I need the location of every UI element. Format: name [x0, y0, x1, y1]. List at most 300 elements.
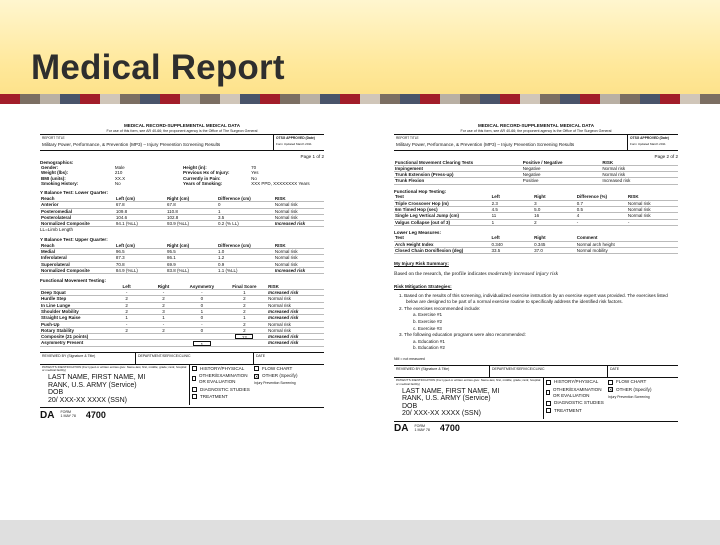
column-header: Difference (cm)	[216, 243, 273, 249]
table-cell: 110.8	[165, 208, 216, 214]
table-cell: Normalized Composite	[40, 267, 114, 273]
table-cell: Normal risk	[267, 302, 324, 308]
review-box	[40, 352, 324, 365]
checkbox-history[interactable]	[192, 366, 197, 371]
table-cell: Smoking History:	[41, 181, 79, 187]
table-cell: Anterior	[40, 202, 114, 208]
check-label-flow-chart: FLOW CHART	[262, 365, 293, 371]
page-number: Page 2 of 2	[654, 154, 678, 159]
stripe-segment	[560, 94, 580, 104]
table-cell: 5.0	[533, 206, 576, 212]
table-cell: 1	[491, 219, 534, 225]
table-cell: In Line Lunge	[40, 302, 108, 308]
table-cell: Increased risk	[601, 178, 678, 184]
medical-form-page-1	[40, 123, 324, 499]
form-subheading: For use of this form, see AR 40-66; the proponent agency is the Office of The Surgeon General	[460, 128, 612, 133]
column-header: RISK	[273, 196, 324, 202]
table-cell: -	[182, 290, 222, 296]
table-cell: 86.1	[165, 255, 216, 261]
table-cell: 2	[108, 302, 145, 308]
column-header: Left	[108, 284, 145, 290]
lower-leg-table	[394, 235, 678, 254]
column-header: Asymmetry	[182, 284, 222, 290]
stripe-segment	[60, 94, 80, 104]
stripe-segment	[380, 94, 400, 104]
stripe-segment	[640, 94, 660, 104]
column-header: Right (cm)	[165, 243, 216, 249]
checkbox-other-exam[interactable]	[546, 390, 550, 395]
form-subheading: For use of this form, see AR 40-66; the proponent agency is the Office of The Surgeon General	[106, 128, 258, 133]
table-cell: Normal risk	[267, 321, 324, 327]
table-cell: 1	[108, 315, 145, 321]
table-cell: 2	[108, 327, 145, 333]
table-cell: -	[627, 219, 678, 225]
table-cell: 96.5	[114, 248, 165, 254]
table-cell: 16	[533, 213, 576, 219]
checkbox-diagnostic[interactable]	[546, 401, 551, 406]
decorative-stripe	[0, 94, 720, 104]
check-label-other-specify: OTHER (Specify)	[616, 387, 652, 393]
checkbox-history[interactable]	[546, 380, 551, 385]
stripe-segment	[40, 94, 60, 104]
table-cell: 0.2 (% LL)	[216, 221, 273, 227]
education-item: b. Education #2	[413, 345, 445, 351]
date-label: DATE	[256, 353, 266, 358]
table-cell: Currently in Pain:	[182, 175, 221, 181]
table-cell: Posteromedial	[40, 208, 114, 214]
reviewed-by: REVIEWED BY (Signature & Title)	[394, 366, 490, 377]
table-cell: 67.8	[114, 202, 165, 208]
table-cell: Negative	[522, 165, 602, 171]
stripe-segment	[700, 94, 720, 104]
stripe-segment	[180, 94, 200, 104]
stripe-segment	[20, 94, 40, 104]
strategies-list	[394, 293, 678, 352]
exercise-item: a. Exercise #1	[413, 312, 443, 318]
table-cell: 4.5	[491, 206, 534, 212]
table-cell: -	[182, 321, 222, 327]
table-cell: Male	[114, 165, 125, 171]
summary-risk: moderately increased injury risk	[488, 270, 559, 277]
report-title: Military Power, Performance, & Prevention (MP3) – Injury Prevention Screening Results	[42, 141, 221, 147]
table-cell: 67.8	[165, 202, 216, 208]
table-row	[40, 340, 324, 346]
column-header: Test	[394, 194, 491, 200]
check-label-other-exam: OTHER/EXAMINATION OR EVALUATION	[552, 387, 602, 398]
table-cell: 2	[222, 308, 267, 314]
column-header: Difference (cm)	[216, 196, 273, 202]
table-cell: Push-Up	[40, 321, 108, 327]
table-cell: 2	[222, 327, 267, 333]
column-header: Left	[491, 194, 534, 200]
stripe-segment	[500, 94, 520, 104]
check-label-diagnostic: DIAGNOSTIC STUDIES	[554, 400, 604, 406]
patient-dob: DOB	[402, 402, 418, 410]
medical-form-page-2	[394, 123, 678, 501]
checkbox-flow-chart[interactable]	[254, 366, 259, 371]
column-header: Comment	[576, 235, 678, 241]
table-cell: 33.5	[491, 248, 534, 254]
table-row	[394, 219, 678, 225]
summary-title: My Injury Risk Summary:	[394, 261, 449, 267]
table-cell: -	[576, 219, 627, 225]
clearing-tests-table	[394, 160, 678, 185]
table-cell: Inferolateral	[40, 255, 114, 261]
table-cell: 1	[222, 315, 267, 321]
slide-title: Medical Report	[31, 48, 285, 87]
patient-name: LAST NAME, FIRST NAME, MI	[402, 387, 500, 395]
table-cell: Previous Hx of Injury:	[182, 170, 230, 176]
table-cell: -	[108, 321, 145, 327]
table-cell: 2	[222, 321, 267, 327]
table-cell: Increased risk	[267, 315, 324, 321]
table-cell: 70.8	[114, 261, 165, 267]
table-cell: Normal risk	[273, 208, 324, 214]
table-cell: Composite (21 points)	[40, 334, 108, 340]
stripe-segment	[100, 94, 120, 104]
department: DEPARTMENT/SERVICE/CLINIC	[136, 353, 254, 364]
table-cell: No	[114, 181, 121, 187]
table-cell: Normal risk	[627, 200, 678, 206]
stripe-segment	[140, 94, 160, 104]
column-header: RISK	[627, 194, 678, 200]
check-label-treatment: TREATMENT	[200, 394, 228, 400]
form-heading: MEDICAL RECORD-SUPPLEMENTAL MEDICAL DATA	[123, 123, 241, 128]
column-header: RISK	[267, 284, 324, 290]
demographics-table	[40, 165, 324, 186]
table-cell: Trunk Extension (Press-up)	[394, 172, 522, 178]
stripe-segment	[540, 94, 560, 104]
lower-leg-title: Lower Leg Measures:	[394, 229, 441, 235]
otsg-label: OTSG APPROVED (Date)	[630, 136, 669, 140]
table-cell: 11	[491, 213, 534, 219]
stripe-segment	[280, 94, 300, 104]
table-cell: Increased risk	[273, 267, 324, 273]
table-cell: -	[145, 321, 182, 327]
ybal-lower-title: Y Balance Test: Lower Quarter:	[40, 190, 108, 196]
table-cell: Increased risk	[273, 221, 324, 227]
table-cell: Weight (lbs):	[41, 170, 69, 176]
table-row	[40, 181, 324, 186]
table-cell: 2	[222, 302, 267, 308]
column-header: Left (cm)	[114, 196, 165, 202]
stripe-segment	[420, 94, 440, 104]
date-label: DATE	[610, 367, 620, 372]
table-cell: 2	[145, 327, 182, 333]
table-cell: 37.0	[533, 248, 576, 254]
patient-dob: DOB	[48, 389, 64, 397]
form-date: 1 MAY 78	[60, 414, 76, 419]
report-title-box	[394, 134, 678, 151]
table-cell: 102.8	[165, 214, 216, 220]
table-cell: Years of Smoking:	[182, 181, 223, 187]
stripe-segment	[520, 94, 540, 104]
table-cell: Normal risk	[273, 261, 324, 267]
form-number: 4700	[439, 423, 460, 434]
column-header: Positive / Negative	[522, 160, 602, 166]
check-label-flow-chart: FLOW CHART	[616, 379, 647, 385]
table-cell: 87.3	[114, 255, 165, 261]
table-cell: 104.6	[114, 214, 165, 220]
table-cell: Trunk Flexion	[394, 178, 522, 184]
reviewed-by: REVIEWED BY (Signature & Title)	[40, 353, 136, 364]
table-cell: Normal risk	[627, 206, 678, 212]
table-cell: 2	[145, 296, 182, 302]
form-footer	[40, 407, 324, 421]
table-cell: -	[145, 290, 182, 296]
table-cell: 2	[222, 296, 267, 302]
table-cell: Triple Crossover Hop (m)	[394, 200, 491, 206]
table-cell: Normal risk	[273, 202, 324, 208]
column-header: Right	[145, 284, 182, 290]
table-cell: Gender:	[41, 165, 59, 171]
strategy-3: 3. The following education programs were also recommended:	[399, 332, 526, 338]
footnote: NM = not measured	[394, 356, 425, 361]
patient-rank: RANK, U.S. ARMY (Service)	[402, 395, 491, 403]
check-label-diagnostic: DIAGNOSTIC STUDIES	[200, 386, 250, 392]
patient-name: LAST NAME, FIRST NAME, MI	[48, 373, 146, 381]
stripe-segment	[200, 94, 220, 104]
table-cell: 2	[533, 219, 576, 225]
da-label: DA	[394, 423, 409, 435]
table-cell: Closed Chain Dorsiflexion (deg)	[394, 248, 491, 254]
stripe-segment	[220, 94, 240, 104]
department: DEPARTMENT/SERVICE/CLINIC	[490, 366, 608, 377]
table-cell: Posterolateral	[40, 214, 114, 220]
form-heading: MEDICAL RECORD-SUPPLEMENTAL MEDICAL DATA	[477, 123, 595, 128]
hop-title: Functional Hop Testing:	[394, 188, 447, 194]
column-header: RISK	[601, 160, 678, 166]
patient-id-label: PATIENT'S IDENTIFICATION (For typed or written entries give: Name-last, first, middle; grade; rank; hospital or medical facility)	[42, 364, 187, 373]
table-cell: Normal risk	[601, 165, 678, 171]
column-header: Reach	[40, 243, 114, 249]
table-cell: Height (in):	[182, 165, 207, 171]
table-cell: XXX PPD, XXXXXXXX Years	[251, 181, 310, 187]
report-title: Military Power, Performance, & Prevention (MP3) – Injury Prevention Screening Results	[396, 141, 575, 147]
patient-ssn: 20/ XXX-XX XXXX (SSN)	[48, 396, 127, 404]
table-cell: 0.9	[216, 261, 273, 267]
table-cell	[108, 340, 145, 346]
checkbox-treatment[interactable]	[192, 394, 197, 399]
table-cell: Normal risk	[273, 255, 324, 261]
checkbox-other-specify[interactable]: ✕	[609, 387, 613, 393]
column-header: Test	[394, 235, 491, 241]
stripe-segment	[460, 94, 480, 104]
column-header: RISK	[273, 243, 324, 249]
table-cell: Straight Leg Raise	[40, 315, 108, 321]
stripe-segment	[120, 94, 140, 104]
fms-table	[40, 284, 324, 347]
table-cell: 3.5	[216, 214, 273, 220]
strategy-1: 1. Based on the results of this screening, individualized exercise instruction by an exercise expert was provided. The exercises listed below are designed to be part of a normal exercise routine to specifically address the identified risk factors.	[399, 292, 668, 305]
otsg-label: OTSG APPROVED (Date)	[276, 136, 315, 140]
ybal-upper-title: Y Balance Test: Upper Quarter:	[40, 237, 108, 243]
stripe-segment	[340, 94, 360, 104]
check-label-history: HISTORY/PHYSICAL	[200, 365, 245, 371]
table-row	[394, 178, 678, 184]
column-header: Right	[533, 235, 576, 241]
table-cell	[182, 340, 222, 346]
otsg-value: Form Updated March 2011	[276, 141, 312, 146]
table-cell: 70	[251, 165, 257, 171]
table-cell: Hurdle Step	[40, 296, 108, 302]
stripe-segment	[600, 94, 620, 104]
checkbox-treatment[interactable]	[546, 408, 551, 413]
stripe-segment	[480, 94, 500, 104]
table-cell: Rotary Stability	[40, 327, 108, 333]
table-cell: 69.9	[165, 261, 216, 267]
stripe-segment	[400, 94, 420, 104]
strategy-2: 2. The exercises recommended include:	[399, 305, 481, 311]
table-cell: Increased risk	[267, 340, 324, 346]
table-cell: Medial	[40, 248, 114, 254]
table-cell: 1.2	[216, 255, 273, 261]
stripe-segment	[620, 94, 640, 104]
fms-title: Functional Movement Testing:	[40, 278, 107, 284]
check-label-history: HISTORY/PHYSICAL	[554, 379, 599, 385]
report-title-label: REPORT TITLE	[396, 136, 419, 140]
strategies-title: Risk Mitigation Strategies:	[394, 283, 452, 289]
limb-length-note: LL=Limb Length	[40, 227, 74, 233]
column-header: Right	[533, 194, 576, 200]
checkbox-other-specify[interactable]: ✕	[255, 373, 259, 379]
table-cell: Normal risk	[273, 248, 324, 254]
stripe-segment	[360, 94, 380, 104]
patient-ssn: 20/ XXX-XX XXXX (SSN)	[402, 410, 481, 418]
column-header: Difference (%)	[576, 194, 627, 200]
table-cell: 0	[182, 302, 222, 308]
table-cell: 94.1 (%LL)	[114, 221, 165, 227]
table-cell: 0.7	[576, 200, 627, 206]
table-row	[40, 221, 324, 227]
slide-footer-bar	[0, 520, 720, 545]
ybal-lower-table	[40, 196, 324, 227]
table-row	[394, 200, 678, 206]
form-label: FORM	[414, 424, 426, 429]
table-cell: 0	[216, 202, 273, 208]
slide-header	[0, 0, 720, 94]
table-cell: 2	[145, 302, 182, 308]
table-cell: Impingement	[394, 165, 522, 171]
table-cell: Shoulder Mobility	[40, 308, 108, 314]
checkbox-diagnostic[interactable]	[192, 387, 197, 392]
table-cell: 109.8	[114, 208, 165, 214]
table-cell: Normal arch height	[576, 241, 678, 247]
table-row	[394, 206, 678, 212]
exercise-item: c. Exercise #3	[413, 325, 442, 331]
table-cell: Asymmetry Present	[40, 340, 108, 346]
stripe-segment	[240, 94, 260, 104]
table-cell: 0	[182, 296, 222, 302]
checkbox-flow-chart[interactable]	[608, 380, 613, 385]
check-label-other-specify: OTHER (Specify)	[262, 373, 298, 379]
stripe-segment	[300, 94, 320, 104]
column-header: Left	[491, 235, 534, 241]
report-title-label: REPORT TITLE	[42, 136, 65, 140]
check-label-treatment: TREATMENT	[554, 407, 582, 413]
hop-table	[394, 194, 678, 225]
table-cell: 1	[182, 308, 222, 314]
table-cell: 3	[533, 200, 576, 206]
table-cell: XX.X	[114, 175, 126, 181]
stripe-segment	[580, 94, 600, 104]
table-cell: 83.8 (%LL)	[165, 267, 216, 273]
table-cell: Increased risk	[267, 308, 324, 314]
table-cell: 2	[108, 296, 145, 302]
patient-rank: RANK, U.S. ARMY (Service)	[48, 381, 137, 389]
score-box: 1	[193, 341, 211, 346]
table-cell: 6m Timed Hop (sec)	[394, 206, 491, 212]
stripe-segment	[260, 94, 280, 104]
table-cell: Normal risk	[601, 172, 678, 178]
table-cell: Increased risk	[267, 334, 324, 340]
education-item: a. Education #1	[413, 338, 445, 344]
report-title-box	[40, 134, 324, 151]
summary-text-a: Based on the research, the profile indicates	[394, 270, 487, 277]
stripe-segment	[160, 94, 180, 104]
table-cell: BMI (units):	[41, 175, 66, 181]
table-cell: Deep Squat	[40, 290, 108, 296]
form-footer	[394, 421, 678, 435]
table-cell: Normal risk	[273, 214, 324, 220]
stripe-segment	[660, 94, 680, 104]
score-box: 12	[235, 334, 253, 339]
table-cell: Normal risk	[267, 296, 324, 302]
patient-id-label: PATIENT'S IDENTIFICATION (For typed or written entries give: Name-last, first, middle; grade; rank; hospital or medical facility)	[396, 378, 541, 387]
table-cell: 210	[114, 170, 123, 176]
table-cell: 95.5	[165, 248, 216, 254]
stripe-segment	[80, 94, 100, 104]
check-label-other-exam: OTHER/EXAMINATION OR EVALUATION	[198, 373, 248, 384]
form-number: 4700	[85, 409, 106, 420]
table-cell: -	[108, 290, 145, 296]
column-header: Functional Movement Clearing Tests	[394, 160, 522, 166]
table-cell: 93.9 (%LL)	[165, 221, 216, 227]
table-cell: 1	[145, 315, 182, 321]
table-cell: 1.1 (%LL)	[216, 267, 273, 273]
ybal-upper-table	[40, 243, 324, 274]
table-cell: 1	[222, 290, 267, 296]
other-specify-value: Injury Prevention Screening	[608, 394, 650, 399]
table-cell: 2.3	[491, 200, 534, 206]
review-box	[394, 365, 678, 378]
table-cell: Positive	[522, 178, 602, 184]
column-header: Right (cm)	[165, 196, 216, 202]
table-cell: 0.5	[576, 206, 627, 212]
table-cell: Normal risk	[627, 213, 678, 219]
table-cell: 3	[145, 308, 182, 314]
table-cell: 4	[576, 213, 627, 219]
stripe-segment	[440, 94, 460, 104]
table-cell: 0.340	[491, 241, 534, 247]
table-row	[394, 213, 678, 219]
table-cell: Valgus Collapse (out of 3)	[394, 219, 491, 225]
table-cell: Increased risk	[267, 290, 324, 296]
table-cell: Yes	[251, 170, 259, 176]
patient-box	[394, 378, 678, 419]
table-cell: 0	[182, 315, 222, 321]
checkbox-other-exam[interactable]	[192, 376, 196, 381]
stripe-segment	[320, 94, 340, 104]
stripe-segment	[0, 94, 20, 104]
other-specify-value: Injury Prevention Screening	[254, 380, 296, 385]
column-header: Left (cm)	[114, 243, 165, 249]
summary-text	[394, 271, 678, 278]
table-cell: Single Leg Vertical Jump (cm)	[394, 213, 491, 219]
da-label: DA	[40, 409, 55, 421]
table-cell: Negative	[522, 172, 602, 178]
table-row	[40, 267, 324, 273]
